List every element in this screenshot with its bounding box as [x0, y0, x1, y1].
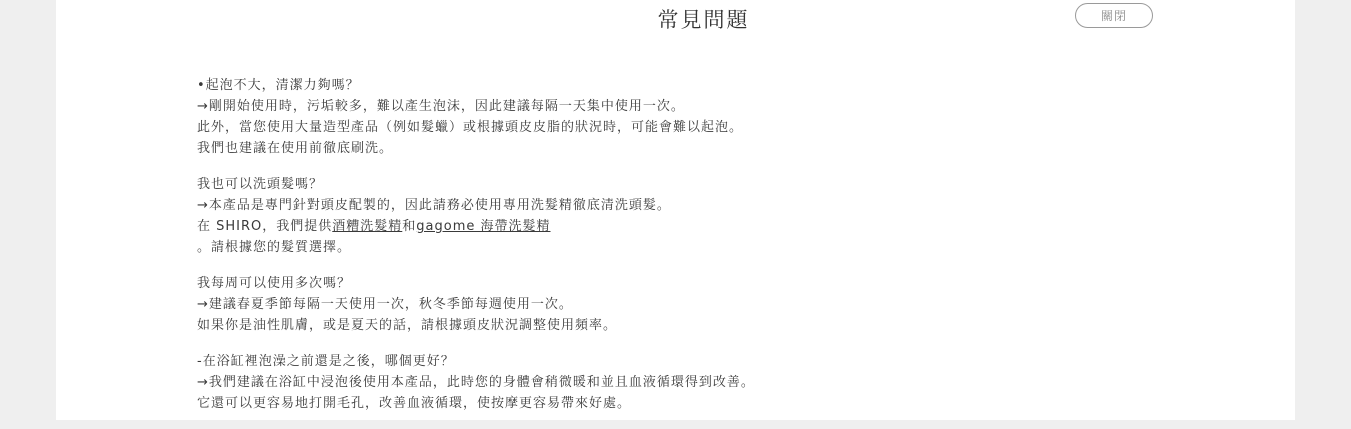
- faq-answer-line: 我們也建議在使用前徹底刷洗。: [197, 141, 394, 156]
- faq-answer-line: 如果你是油性肌膚，或是夏天的話，請根據頭皮狀況調整使用頻率。: [197, 318, 618, 333]
- faq-item: [197, 351, 1157, 414]
- close-button[interactable]: 關閉: [1075, 3, 1153, 28]
- faq-question: -在浴缸裡泡澡之前還是之後，哪個更好？: [197, 354, 455, 369]
- faq-answer-line: 。請根據您的髮質選擇。: [197, 240, 352, 255]
- faq-answer-text: 在 SHIRO，我們提供: [197, 219, 333, 234]
- faq-question: •起泡不大，清潔力夠嗎？: [197, 78, 360, 93]
- faq-answer-line: →本產品是專門針對頭皮配製的，因此請務必使用專用洗髮精徹底清洗頭髮。: [197, 198, 671, 213]
- faq-answer-line: 它還可以更容易地打開毛孔，改善血液循環，使按摩更容易帶來好處。: [197, 396, 632, 411]
- sake-shampoo-link[interactable]: 酒糟洗髮精: [332, 219, 403, 234]
- faq-answer-line: [197, 216, 1157, 237]
- faq-modal: [56, 0, 1295, 420]
- modal-title: 常見問題: [657, 8, 750, 32]
- faq-answer-line: 此外，當您使用大量造型產品（例如髮蠟）或根據頭皮皮脂的狀況時，可能會難以起泡。: [197, 120, 744, 135]
- faq-item: [197, 174, 1157, 258]
- faq-question: 我每周可以使用多次嗎？: [197, 276, 352, 291]
- faq-list: [197, 75, 1157, 429]
- faq-answer-line: →剛開始使用時，污垢較多，難以產生泡沫，因此建議每隔一天集中使用一次。: [197, 99, 685, 114]
- gagome-shampoo-link[interactable]: gagome 海帶洗髮精: [416, 219, 551, 234]
- faq-answer-text: 和: [402, 219, 417, 234]
- faq-question: 我也可以洗頭髮嗎？: [197, 177, 324, 192]
- faq-answer-line: →建議春夏季節每隔一天使用一次，秋冬季節每週使用一次。: [197, 297, 573, 312]
- faq-answer-line: →我們建議在浴缸中浸泡後使用本產品，此時您的身體會稍微暖和並且血液循環得到改善。: [197, 375, 755, 390]
- faq-item: [197, 273, 1157, 336]
- faq-item: [197, 75, 1157, 159]
